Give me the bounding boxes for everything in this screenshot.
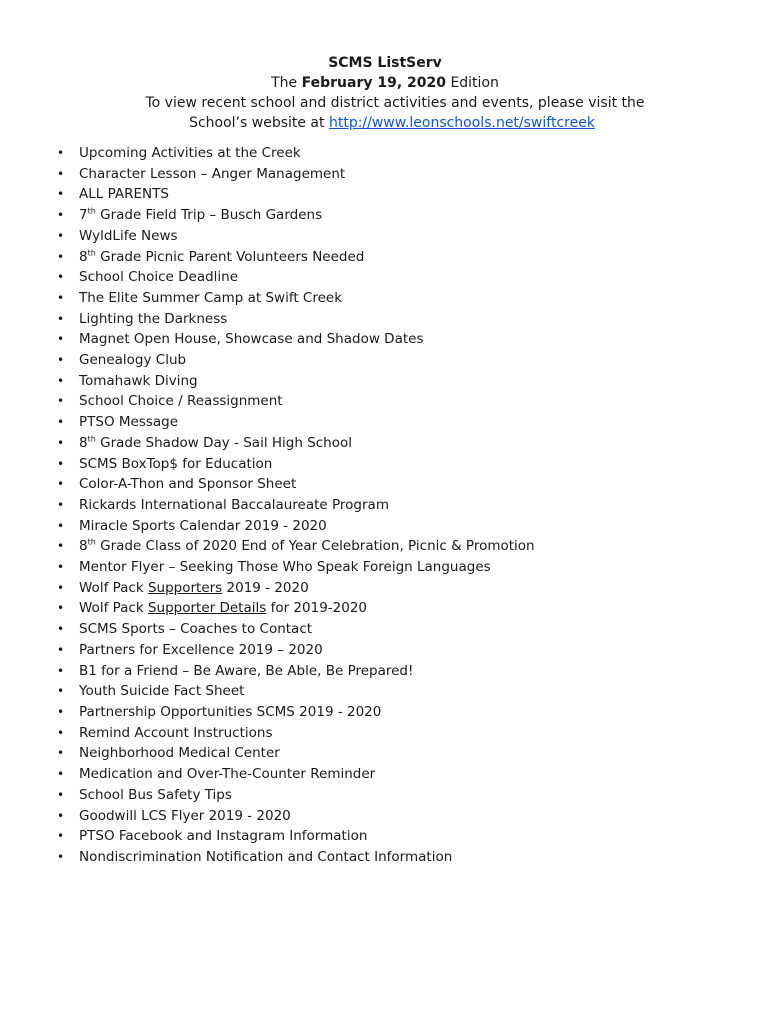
bullet-icon: • — [57, 208, 65, 223]
list-item — [0, 806, 535, 827]
list-item-rest: Grade Picnic Parent Volunteers Needed — [95, 248, 365, 265]
list-item-text: Rickards International Baccalaureate Program — [79, 496, 389, 513]
list-item-text: PTSO Facebook and Instagram Information — [79, 828, 368, 845]
bullet-icon: • — [57, 394, 65, 409]
grade-number: 8 — [79, 538, 88, 555]
list-item — [0, 557, 535, 578]
list-item — [0, 288, 535, 309]
list-item-text: Partners for Excellence 2019 – 2020 — [79, 641, 323, 658]
website-line — [0, 113, 770, 133]
bullet-icon: • — [57, 477, 65, 492]
list-item-pre: Wolf Pack — [79, 600, 148, 617]
bullet-icon: • — [57, 725, 65, 740]
list-item — [0, 412, 535, 433]
list-item — [0, 226, 535, 247]
list-item-text: Youth Suicide Fact Sheet — [79, 683, 245, 700]
bullet-icon: • — [57, 746, 65, 761]
list-item-rest: Grade Field Trip – Busch Gardens — [95, 207, 323, 224]
list-item-text: PTSO Message — [79, 414, 179, 431]
bullet-icon: • — [57, 373, 65, 388]
list-item — [0, 640, 535, 661]
list-item — [0, 371, 535, 392]
list-item — [0, 578, 535, 599]
list-item-rest: Grade Class of 2020 End of Year Celebration, Picnic & Promotion — [95, 538, 535, 555]
bullet-icon: • — [57, 415, 65, 430]
bullet-icon: • — [57, 456, 65, 471]
grade-number: 8 — [79, 248, 88, 265]
bullet-icon: • — [57, 249, 65, 264]
ordinal-suffix: th — [87, 537, 96, 547]
bullet-icon: • — [57, 580, 65, 595]
list-item — [0, 723, 535, 744]
bullet-icon: • — [57, 497, 65, 512]
list-item — [0, 391, 535, 412]
list-item-text: The Elite Summer Camp at Swift Creek — [79, 289, 343, 306]
list-item — [0, 536, 535, 557]
list-item-text: School Choice Deadline — [79, 269, 239, 286]
website-link[interactable]: http://www.leonschools.net/swiftcreek — [328, 115, 595, 131]
bullet-icon: • — [57, 663, 65, 678]
list-item — [0, 661, 535, 682]
bullet-icon: • — [57, 166, 65, 181]
list-item-text: B1 for a Friend – Be Aware, Be Able, Be Prepared! — [79, 662, 414, 679]
list-item — [0, 247, 535, 268]
list-item — [0, 495, 535, 516]
list-item-text — [79, 538, 535, 554]
list-item-text: Remind Account Instructions — [79, 724, 273, 741]
list-item-rest: Grade Shadow Day - Sail High School — [95, 434, 352, 451]
list-item-text: Character Lesson – Anger Management — [79, 165, 346, 182]
list-item — [0, 329, 535, 350]
list-item-pre: Wolf Pack — [79, 579, 148, 596]
bullet-icon: • — [57, 787, 65, 802]
bullet-icon: • — [57, 518, 65, 533]
list-item-text: Goodwill LCS Flyer 2019 - 2020 — [79, 807, 291, 824]
list-item — [0, 164, 535, 185]
edition-prefix: The — [271, 75, 298, 91]
bullet-icon: • — [57, 539, 65, 554]
list-item-post: 2019 - 2020 — [222, 579, 309, 596]
list-item-text: Genealogy Club — [79, 352, 187, 369]
list-item-text: Neighborhood Medical Center — [79, 745, 280, 762]
bullet-icon: • — [57, 642, 65, 657]
list-item-text: Medication and Over-The-Counter Reminder — [79, 766, 376, 783]
bullet-icon: • — [57, 601, 65, 616]
list-item-text: Magnet Open House, Showcase and Shadow Dates — [79, 331, 424, 348]
bullet-icon: • — [57, 146, 65, 160]
list-item-text: Partnership Opportunities SCMS 2019 - 2020 — [79, 703, 382, 720]
list-item-text — [79, 435, 352, 451]
list-item-text — [79, 207, 322, 223]
list-item-text: SCMS BoxTop$ for Education — [79, 455, 273, 472]
ordinal-suffix: th — [87, 206, 96, 216]
list-item — [0, 516, 535, 537]
list-item-post: for 2019-2020 — [266, 600, 368, 617]
list-item-text — [79, 600, 367, 616]
list-item-text: Color-A-Thon and Sponsor Sheet — [79, 476, 297, 493]
list-item-text — [79, 580, 309, 596]
list-item — [0, 143, 535, 164]
list-item — [0, 764, 535, 785]
list-item — [0, 826, 535, 847]
list-item-link[interactable]: Supporter Details — [147, 600, 267, 617]
list-item-text: Upcoming Activities at the Creek — [79, 145, 301, 161]
edition-line — [0, 73, 770, 93]
list-item-text: WyldLife News — [79, 227, 178, 244]
bullet-icon: • — [57, 704, 65, 719]
list-item-text: Lighting the Darkness — [79, 310, 228, 327]
bullet-icon: • — [57, 290, 65, 305]
bullet-icon: • — [57, 767, 65, 782]
visit-instructions: To view recent school and district activities and events, please visit the — [145, 95, 645, 111]
list-item — [0, 743, 535, 764]
list-item-text: SCMS Sports – Coaches to Contact — [79, 621, 313, 638]
list-item — [0, 433, 535, 454]
bullet-icon: • — [57, 808, 65, 823]
list-item — [0, 184, 535, 205]
bullet-icon: • — [57, 435, 65, 450]
grade-number: 8 — [79, 434, 88, 451]
list-item — [0, 598, 535, 619]
list-item-text: School Choice / Reassignment — [79, 393, 283, 410]
bullet-icon: • — [57, 353, 65, 368]
list-item-text: ALL PARENTS — [79, 186, 169, 203]
list-item — [0, 205, 535, 226]
bullet-icon: • — [57, 829, 65, 844]
bullet-icon: • — [57, 270, 65, 285]
document-header — [0, 53, 770, 133]
list-item — [0, 309, 535, 330]
bullet-icon: • — [57, 311, 65, 326]
bullet-icon: • — [57, 622, 65, 637]
website-prefix: School’s website at — [189, 115, 325, 131]
list-item-text: Nondiscrimination Notification and Contact Information — [79, 848, 453, 865]
list-item-text: Tomahawk Diving — [79, 372, 198, 389]
list-item — [0, 681, 535, 702]
list-item — [0, 454, 535, 475]
bullet-icon: • — [57, 187, 65, 202]
list-item-text — [79, 249, 364, 265]
ordinal-suffix: th — [87, 248, 96, 258]
bullet-icon: • — [57, 560, 65, 575]
bullet-icon: • — [57, 849, 65, 864]
bullet-icon: • — [57, 684, 65, 699]
bullet-icon: • — [57, 228, 65, 243]
list-item-text: School Bus Safety Tips — [79, 786, 232, 803]
edition-suffix: Edition — [450, 75, 499, 91]
list-item — [0, 847, 535, 868]
bullet-icon: • — [57, 332, 65, 347]
ordinal-suffix: th — [87, 434, 96, 444]
list-item-text: Miracle Sports Calendar 2019 - 2020 — [79, 517, 327, 534]
page-title: SCMS ListServ — [328, 55, 442, 71]
edition-date: February 19, 2020 — [301, 75, 446, 91]
list-item — [0, 619, 535, 640]
grade-number: 7 — [79, 207, 88, 224]
list-item-link[interactable]: Supporters — [147, 579, 223, 596]
list-item — [0, 267, 535, 288]
list-item — [0, 785, 535, 806]
list-item — [0, 350, 535, 371]
list-item — [0, 474, 535, 495]
topics-list — [0, 143, 535, 868]
list-item-text: Mentor Flyer – Seeking Those Who Speak Foreign Languages — [79, 559, 491, 576]
list-item — [0, 702, 535, 723]
